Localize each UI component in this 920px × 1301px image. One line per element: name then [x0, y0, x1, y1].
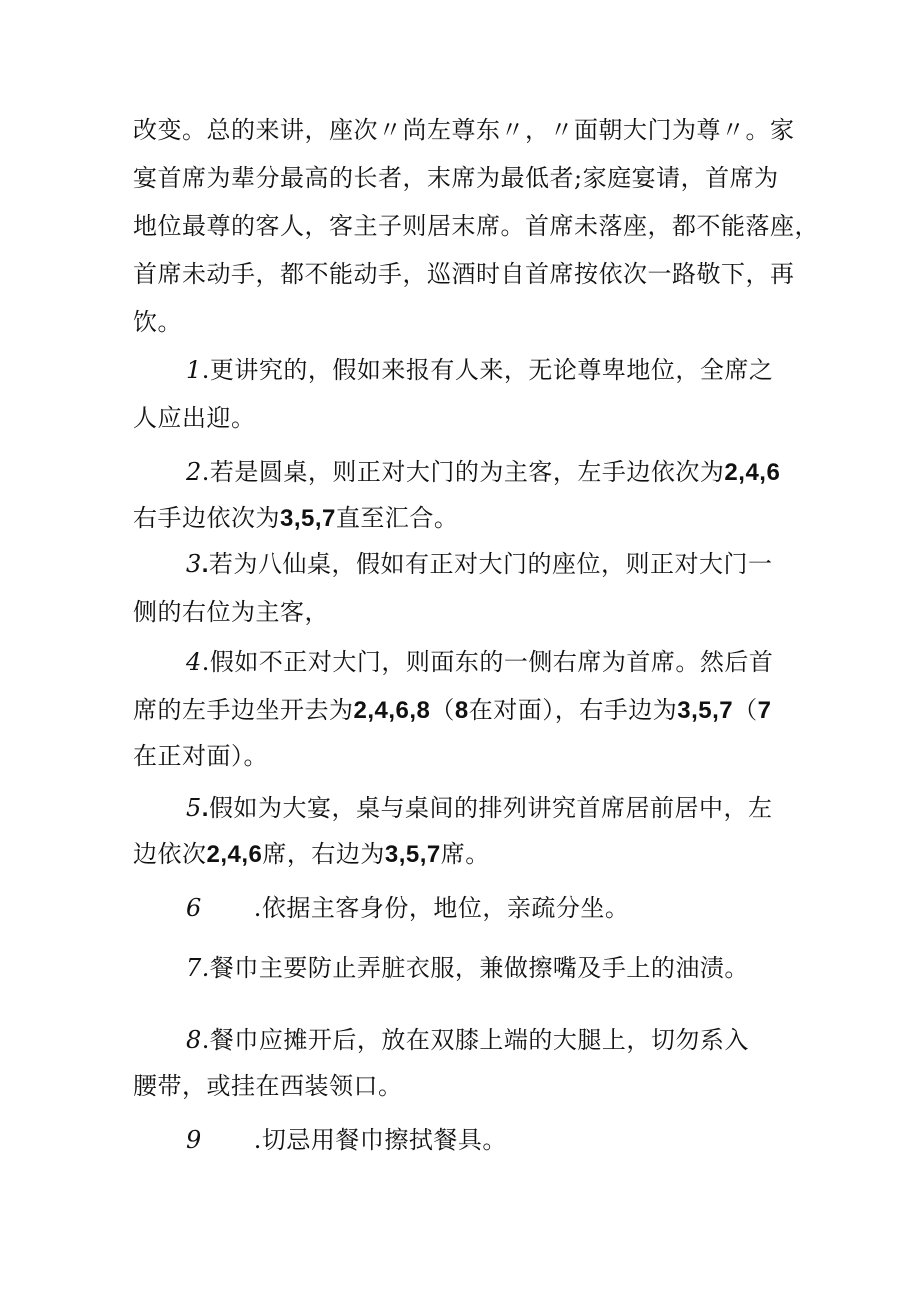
seat-numbers: 8: [454, 697, 469, 724]
seat-numbers: 3,5,7: [677, 697, 734, 724]
item-1-line-1: [186, 354, 773, 386]
item-2-line-1: [186, 456, 780, 489]
item-text: 餐巾主要防止弄脏衣服，兼做擦嘴及手上的油渍。: [209, 954, 749, 982]
item-dot: .: [201, 795, 209, 822]
item-text: 边依次: [133, 840, 207, 868]
intro-line-3: 地位最尊的客人，客主子则居末席。首席未落座，都不能落座，: [133, 212, 819, 240]
item-number: 2: [186, 458, 202, 486]
item-text: 若为八仙桌，假如有正对大门的座位，则正对大门一: [208, 550, 773, 578]
item-4-line-1: [186, 646, 773, 678]
item-dot: .: [201, 551, 209, 578]
item-8-line-2: 腰带，或挂在西装领口。: [133, 1072, 403, 1100]
item-text: 席的左手边坐开去为: [133, 696, 354, 724]
item-3-line-1: [186, 548, 772, 581]
item-text: .切忌用餐巾擦拭餐具。: [253, 1126, 507, 1154]
item-4-line-2: [133, 694, 772, 727]
item-text: 在对面），右手边为: [468, 696, 678, 724]
item-number: 7.: [186, 954, 210, 982]
item-text: .更讲究的，假如来报有人来，无论尊卑地位，全席之: [201, 356, 774, 384]
intro-line-2: 宴首席为辈分最高的长者，末席为最低者;家庭宴请，首席为: [133, 164, 779, 192]
item-text: .假如不正对大门，则面东的一侧右席为首席。然后首: [201, 648, 774, 676]
seat-numbers: 2,4,6: [206, 841, 263, 868]
seat-numbers: 2,4,6,8: [353, 697, 431, 724]
item-text: （: [733, 696, 758, 724]
item-text: 席。: [440, 840, 490, 868]
item-text: .餐巾应摊开后，放在双膝上端的大腿上，切勿系入: [201, 1026, 749, 1054]
seat-numbers: 3,5,7: [280, 505, 336, 532]
item-number: 5: [186, 794, 202, 822]
item-2-line-2: [133, 502, 458, 535]
intro-line-4: 首席未动手，都不能动手，巡酒时自首席按依次一路敬下，再: [133, 260, 795, 288]
item-number: 3: [186, 550, 202, 578]
item-3-line-2: 侧的右位为主客，: [133, 598, 329, 626]
item-8-line-1: [186, 1024, 749, 1056]
intro-line-5: 饮。: [133, 308, 182, 336]
item-text: （: [430, 696, 455, 724]
item-5-line-1: [186, 792, 772, 825]
item-6-line-1: [186, 892, 629, 924]
seat-numbers: 7: [757, 697, 772, 724]
intro-line-1: 改变。总的来讲，座次〃尚左尊东〃，〃面朝大门为尊〃。家: [133, 116, 795, 144]
item-1-line-2: 人应出迎。: [133, 404, 256, 432]
item-5-line-2: [133, 838, 490, 871]
item-4-line-3: 在正对面）。: [133, 742, 268, 770]
item-number: 8: [186, 1026, 202, 1054]
item-text: 席，右边为: [262, 840, 385, 868]
item-text: .若是圆桌，则正对大门的为主客，左手边依次为: [201, 458, 725, 486]
item-number: 4: [186, 648, 202, 676]
item-9-line-1: [186, 1124, 507, 1156]
item-7-line-1: [186, 952, 749, 984]
seat-numbers: 3,5,7: [384, 841, 441, 868]
item-number: 9: [186, 1126, 202, 1154]
item-number: 6: [186, 894, 202, 922]
seat-numbers: 2,4,6: [724, 459, 781, 486]
item-text: 假如为大宴，桌与桌间的排列讲究首席居前居中，左: [208, 794, 773, 822]
item-number: 1: [186, 356, 202, 384]
item-text: 右手边依次为: [133, 504, 280, 532]
item-text: 直至汇合。: [335, 504, 459, 532]
item-text: .依据主客身份，地位，亲疏分坐。: [253, 894, 630, 922]
